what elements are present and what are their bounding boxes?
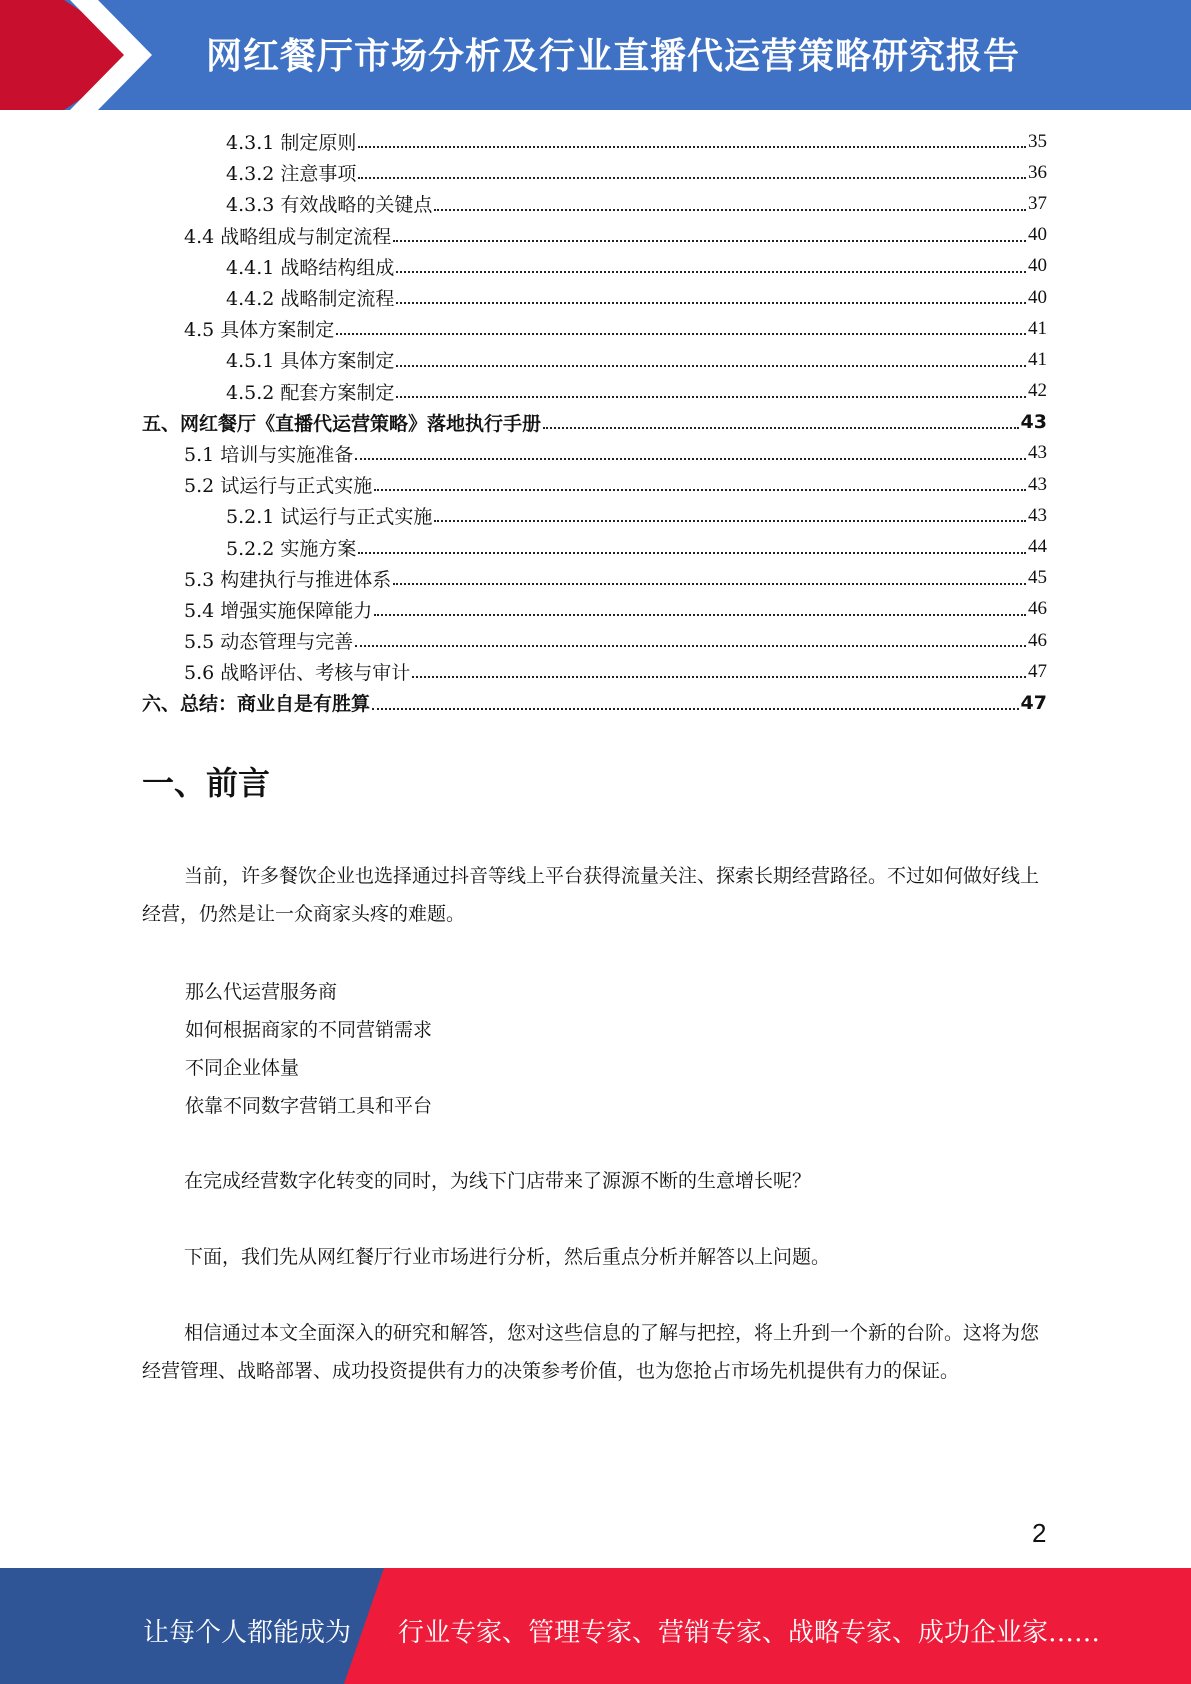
toc-entry[interactable] xyxy=(142,282,1047,313)
toc-dot-leader xyxy=(434,209,1026,211)
toc-entry-page: 40 xyxy=(1028,286,1047,308)
toc-dot-leader xyxy=(372,708,1019,710)
intro-paragraph-4: 相信通过本文全面深入的研究和解答，您对这些信息的了解与把控，将上升到一个新的台阶。这将为您经营管理、战略部署、成功投资提供有力的决策参考价值，也为您抢占市场先机提供有力的保证。 xyxy=(142,1322,1040,1382)
toc-entry-page: 35 xyxy=(1028,130,1047,152)
toc-entry-page: 45 xyxy=(1028,567,1047,589)
toc-entry-page: 37 xyxy=(1028,192,1047,214)
toc-entry-page: 44 xyxy=(1028,536,1047,558)
toc-entry-title: 5.4 增强实施保障能力 xyxy=(184,599,373,622)
section-heading: 一、前言 xyxy=(142,764,271,802)
toc-entry-title: 5.2.1 试运行与正式实施 xyxy=(226,506,433,529)
toc-entry-page: 43 xyxy=(1028,504,1047,526)
toc-entry[interactable] xyxy=(142,563,1047,594)
toc-dot-leader xyxy=(393,240,1026,242)
toc-entry-title: 5.5 动态管理与完善 xyxy=(184,631,354,654)
toc-entry[interactable] xyxy=(142,687,1047,718)
toc-entry-page: 43 xyxy=(1028,442,1047,464)
toc-entry-title: 六、总结：商业自是有胜算 xyxy=(142,693,371,716)
toc-entry-title: 五、网红餐厅《直播代运营策略》落地执行手册 xyxy=(142,412,542,435)
intro-list-item: 不同企业体量 xyxy=(185,1057,300,1079)
toc-dot-leader xyxy=(434,520,1026,522)
toc-entry[interactable] xyxy=(142,251,1047,282)
toc-entry-page: 46 xyxy=(1028,598,1047,620)
toc-entry-page: 43 xyxy=(1028,473,1047,495)
toc-entry-title: 5.1 培训与实施准备 xyxy=(184,443,354,466)
toc-dot-leader xyxy=(336,333,1026,335)
toc-entry[interactable] xyxy=(142,500,1047,531)
intro-paragraph-1: 当前，许多餐饮企业也选择通过抖音等线上平台获得流量关注、探索长期经营路径。不过如何做好线上经营，仍然是让一众商家头疼的难题。 xyxy=(142,865,1040,925)
toc-entry-title: 4.3.2 注意事项 xyxy=(226,163,357,186)
toc-entry[interactable] xyxy=(142,656,1047,687)
footer-slogan-right: 行业专家、管理专家、营销专家、战略专家、成功企业家…… xyxy=(398,1618,1101,1648)
toc-entry[interactable] xyxy=(142,344,1047,375)
toc-entry-title: 4.3.3 有效战略的关键点 xyxy=(226,194,433,217)
toc-dot-leader xyxy=(396,302,1026,304)
toc-dot-leader xyxy=(396,271,1026,273)
toc-entry-title: 5.6 战略评估、考核与审计 xyxy=(184,662,411,685)
toc-dot-leader xyxy=(374,614,1026,616)
toc-entry[interactable] xyxy=(142,438,1047,469)
toc-dot-leader xyxy=(358,146,1026,148)
intro-list-item: 依靠不同数字营销工具和平台 xyxy=(185,1095,433,1117)
toc-entry-page: 41 xyxy=(1028,348,1047,370)
toc-dot-leader xyxy=(396,365,1026,367)
table-of-contents xyxy=(142,126,1047,719)
toc-entry[interactable] xyxy=(142,188,1047,219)
toc-entry-title: 5.2 试运行与正式实施 xyxy=(184,475,373,498)
toc-entry-title: 5.2.2 实施方案 xyxy=(226,537,357,560)
toc-dot-leader xyxy=(543,427,1019,429)
toc-entry-title: 4.5.2 配套方案制定 xyxy=(226,381,395,404)
toc-entry-page: 36 xyxy=(1028,161,1047,183)
toc-entry-title: 4.5.1 具体方案制定 xyxy=(226,350,395,373)
toc-entry[interactable] xyxy=(142,531,1047,562)
toc-entry-title: 5.3 构建执行与推进体系 xyxy=(184,568,392,591)
toc-entry-page: 43 xyxy=(1020,411,1047,434)
toc-entry-page: 40 xyxy=(1028,255,1047,277)
footer-slogan-left: 让每个人都能成为 xyxy=(143,1618,352,1648)
toc-entry-title: 4.5 具体方案制定 xyxy=(184,319,335,342)
toc-entry-title: 4.4.2 战略制定流程 xyxy=(226,288,395,311)
toc-entry[interactable] xyxy=(142,157,1047,188)
toc-entry-title: 4.4 战略组成与制定流程 xyxy=(184,225,392,248)
page-footer xyxy=(0,1568,1191,1684)
intro-paragraph-2: 在完成经营数字化转变的同时，为线下门店带来了源源不断的生意增长呢？ xyxy=(184,1170,812,1192)
intro-paragraph-3: 下面，我们先从网红餐厅行业市场进行分析，然后重点分析并解答以上问题。 xyxy=(184,1246,831,1268)
toc-entry-page: 40 xyxy=(1028,224,1047,246)
toc-dot-leader xyxy=(393,583,1026,585)
header-title: 网红餐厅市场分析及行业直播代运营策略研究报告 xyxy=(206,36,1021,77)
toc-entry[interactable] xyxy=(142,313,1047,344)
toc-entry[interactable] xyxy=(142,407,1047,438)
toc-dot-leader xyxy=(358,177,1026,179)
toc-entry[interactable] xyxy=(142,376,1047,407)
toc-dot-leader xyxy=(358,552,1026,554)
page-number: 2 xyxy=(1032,1518,1047,1548)
toc-dot-leader xyxy=(396,396,1026,398)
toc-entry-page: 47 xyxy=(1020,691,1047,714)
toc-entry[interactable] xyxy=(142,469,1047,500)
page-header xyxy=(0,0,1191,110)
toc-entry[interactable] xyxy=(142,126,1047,157)
toc-entry-title: 4.4.1 战略结构组成 xyxy=(226,256,395,279)
toc-entry[interactable] xyxy=(142,594,1047,625)
toc-dot-leader xyxy=(412,676,1026,678)
intro-list-item: 那么代运营服务商 xyxy=(185,981,338,1003)
toc-entry-title: 4.3.1 制定原则 xyxy=(226,132,357,155)
toc-dot-leader xyxy=(374,489,1026,491)
toc-entry-page: 42 xyxy=(1028,380,1047,402)
toc-entry-page: 46 xyxy=(1028,629,1047,651)
toc-dot-leader xyxy=(355,645,1026,647)
intro-list-item: 如何根据商家的不同营销需求 xyxy=(185,1019,433,1041)
toc-entry[interactable] xyxy=(142,220,1047,251)
toc-dot-leader xyxy=(355,458,1026,460)
toc-entry[interactable] xyxy=(142,625,1047,656)
toc-entry-page: 41 xyxy=(1028,317,1047,339)
toc-entry-page: 47 xyxy=(1028,660,1047,682)
